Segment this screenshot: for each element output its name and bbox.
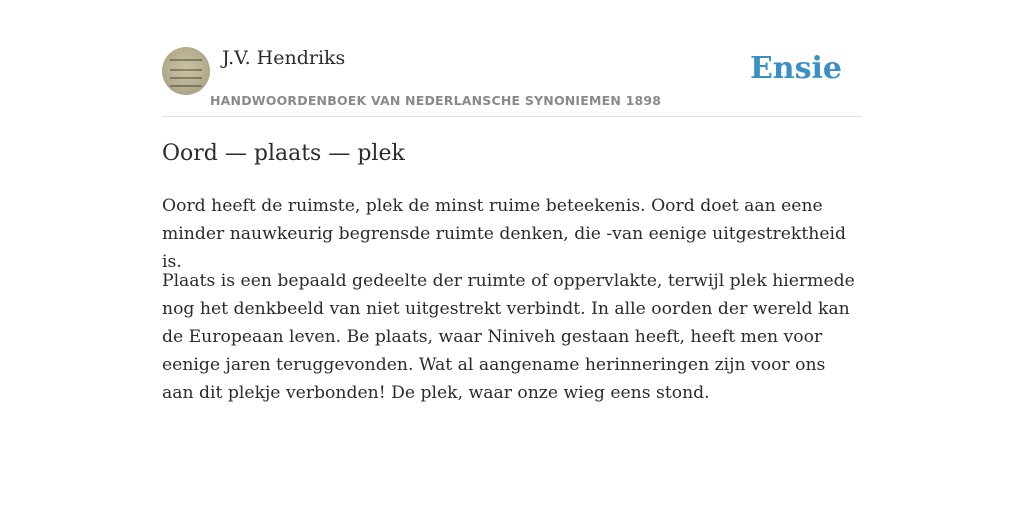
avatar-decoration [170,59,202,61]
entry-paragraph: Oord heeft de ruimste, plek de minst ruime beteekenis. Oord doet aan eene minder nauwkeurig begrensde ruimte denken, die -van eenige uitgestrektheid is. [162,196,846,272]
entry-paragraph: Plaats is een bepaald gedeelte der ruimte of oppervlakte, terwijl plek hiermede nog het denkbeeld van niet uitgestrekt verbindt. In alle oorden der wereld kan de Europeaan leven. Be plaats, waar Niniveh gestaan heeft, heeft men voor eenige jaren teruggevonden. Wat al aangename herinneringen zijn voor ons aan dit plekje verbonden! De plek, waar onze wieg eens stond. [162,271,855,403]
book-cover-avatar[interactable] [162,47,210,95]
entry-title: Oord — plaats — plek [162,141,405,166]
avatar-decoration [170,69,202,71]
content-container [162,0,862,403]
header [162,0,862,117]
source-title[interactable]: HANDWOORDENBOEK VAN NEDERLANSCHE SYNONIEMEN 1898 [210,93,662,108]
author-link[interactable]: J.V. Hendriks [222,47,346,69]
avatar-decoration [170,85,202,87]
brand-logo[interactable]: Ensie [749,51,842,86]
avatar-decoration [170,77,202,79]
